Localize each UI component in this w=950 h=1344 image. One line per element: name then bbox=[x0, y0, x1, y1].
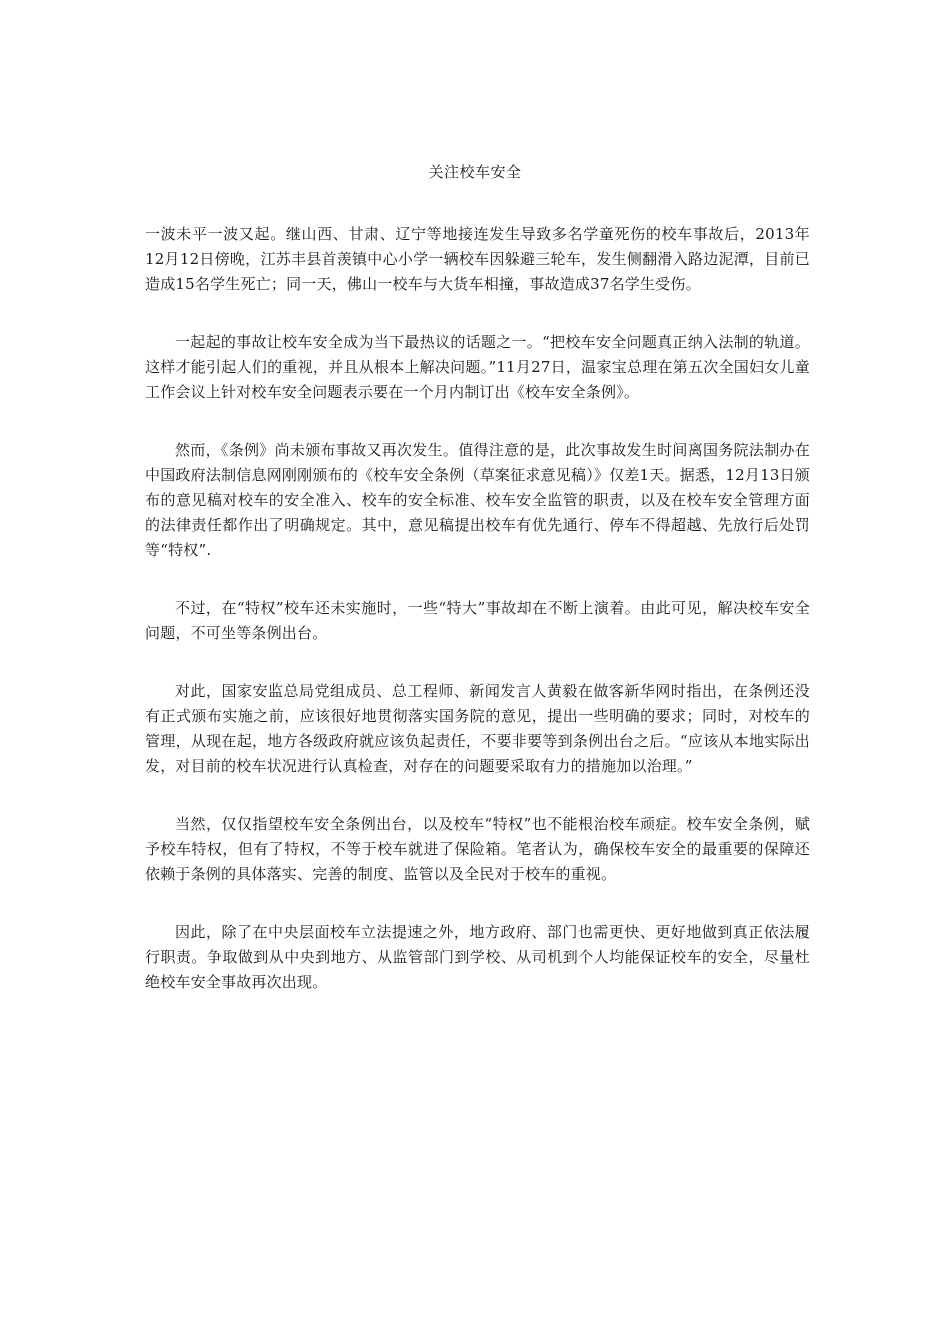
paragraph-3: 然而，《条例》尚未颁布事故又再次发生。值得注意的是，此次事故发生时间离国务院法制办在中国政府法制信息网刚刚颁布的《校车安全条例（草案征求意见稿）》仅差1天。据悉，12月13日颁布的意见稿对校车的安全准入、校车的安全标准、校车安全监管的职责，以及在校车安全管理方面的法律责任都作出了明确规定。其中，意见稿提出校车有优先通行、停车不得超越、先放行后处罚等“特权”. bbox=[145, 441, 810, 559]
document-title: 关注校车安全 bbox=[428, 163, 522, 181]
paragraph-4: 不过，在“特权”校车还未实施时，一些“特大”事故却在不断上演着。由此可见，解决校车安全问题，不可坐等条例出台。 bbox=[145, 599, 810, 642]
paragraph-5: 对此，国家安监总局党组成员、总工程师、新闻发言人黄毅在做客新华网时指出，在条例还没有正式颁布实施之前，应该很好地贯彻落实国务院的意见，提出一些明确的要求；同时，对校车的管理，从现在起，地方各级政府就应该负起责任，不要非要等到条例出台之后。“应该从本地实际出发，对目前的校车状况进行认真检查，对存在的问题要采取有力的措施加以治理。” bbox=[145, 682, 810, 775]
document-body bbox=[145, 222, 810, 1028]
paragraph-7: 因此，除了在中央层面校车立法提速之外，地方政府、部门也需更快、更好地做到真正依法履行职责。争取做到从中央到地方、从监管部门到学校、从司机到个人均能保证校车的安全，尽量杜绝校车安全事故再次出现。 bbox=[145, 923, 810, 991]
paragraph-2: 一起起的事故让校车安全成为当下最热议的话题之一。“把校车安全问题真正纳入法制的轨道。这样才能引起人们的重视，并且从根本上解决问题。”11月27日，温家宝总理在第五次全国妇女儿童工作会议上针对校车安全问题表示要在一个月内制订出《校车安全条例》。 bbox=[145, 333, 810, 401]
paragraph-1: 一波未平一波又起。继山西、甘肃、辽宁等地接连发生导致多名学童死伤的校车事故后，2013年12月12日傍晚，江苏丰县首羡镇中心小学一辆校车因躲避三轮车，发生侧翻滑入路边泥潭，目前已造成15名学生死亡；同一天，佛山一校车与大货车相撞，事故造成37名学生受伤。 bbox=[145, 225, 810, 293]
paragraph-6: 当然，仅仅指望校车安全条例出台，以及校车“特权”也不能根治校车顽症。校车安全条例，赋予校车特权，但有了特权，不等于校车就进了保险箱。笔者认为，确保校车安全的最重要的保障还依赖于条例的具体落实、完善的制度、监管以及全民对于校车的重视。 bbox=[145, 815, 810, 883]
